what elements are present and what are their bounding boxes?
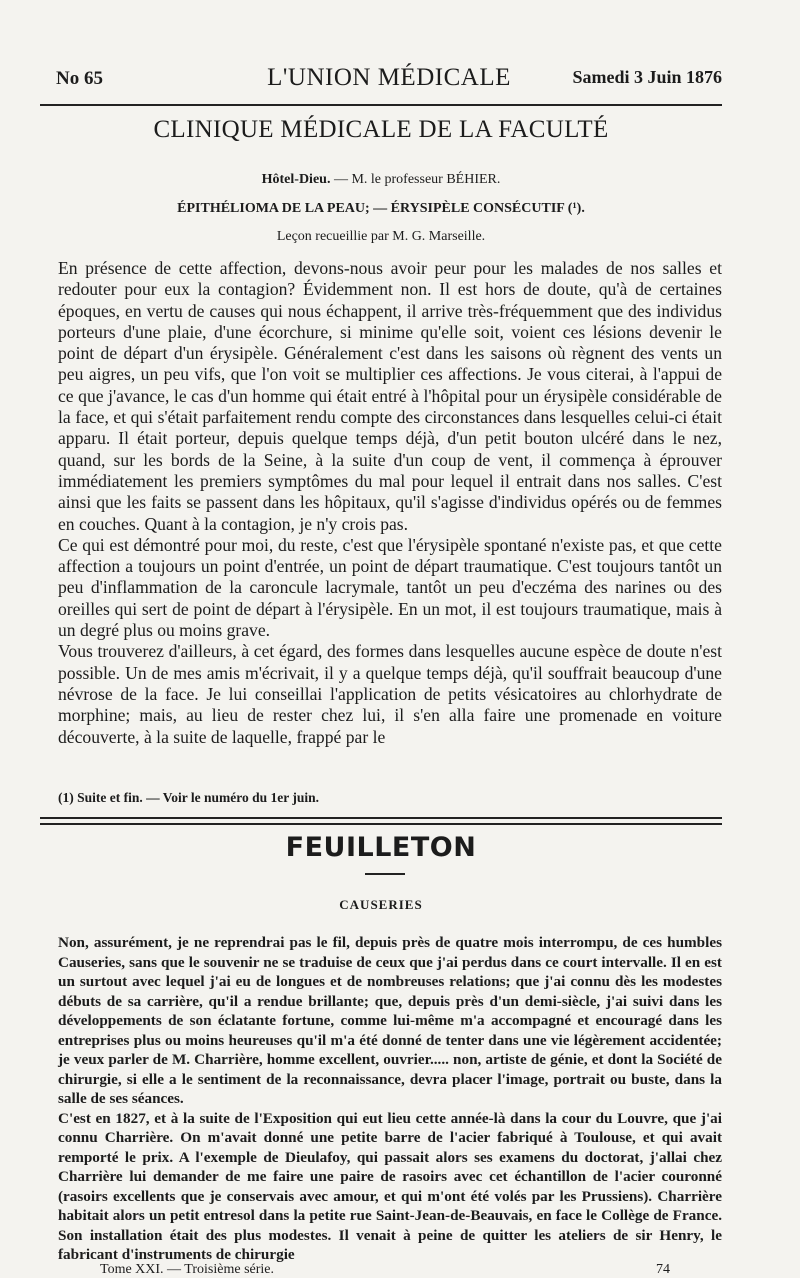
article-body	[58, 258, 722, 748]
journal-title: L'UNION MÉDICALE	[267, 64, 511, 91]
issue-number: No 65	[56, 68, 103, 89]
feuilleton-title: FEUILLETON	[285, 832, 477, 863]
hospital-name: Hôtel-Dieu.	[261, 172, 331, 187]
lesson-subject: ÉPITHÉLIOMA DE LA PEAU; — ÉRYSIPÈLE CONSÉCUTIF (¹).	[177, 201, 585, 216]
feuilleton-body	[58, 933, 722, 1265]
volume-label: Tome XXI. — Troisième série.	[100, 1262, 275, 1277]
article-paragraph: En présence de cette affection, devons-nous avoir peur pour les malades de nos salles et redouter pour eux la contagion? Évidemment non. Il est hors de doute, qu'à de certaines époques, en vertu de causes qui nous échappent, il arrive très-fréquemment que des individus porteurs d'une plaie, d'une écorchure, si minime qu'elle soit, voient ces lésions devenir le point de départ d'un érysipèle. Généralement c'est dans les saisons où règnent des vents un peu aigres, un peu vifs, que l'on voit se multiplier ces affections. Je vous citerai, à l'appui de ce que j'avance, le cas d'un homme qui était entré à l'hôpital pour un érysipèle considérable de la face, et qui s'était parfaitement rendu compte des circonstances dans lesquelles celui-ci était apparu. Il était porteur, depuis quelque temps déjà, d'un petit bouton ulcéré dans le nez, quand, sur les bords de la Seine, à la suite d'un coup de vent, il commença à éprouver immédiatement les premiers symptômes du mal pour lequel il entrait dans nos salles. C'est ainsi que les faits se passent dans les hôpitaux, qu'il s'agisse d'individus opérés ou de femmes en couches. Quant à la contagion, je n'y crois pas.	[58, 258, 722, 534]
professor-name: — M. le professeur BÉHIER.	[333, 172, 501, 187]
feuilleton-subtitle: CAUSERIES	[339, 897, 423, 912]
hospital-line	[40, 172, 722, 188]
section-title: CLINIQUE MÉDICALE DE LA FACULTÉ	[153, 116, 609, 143]
feuilleton-paragraph: Non, assurément, je ne reprendrai pas le fil, depuis près de quatre mois interrompu, de ces humbles Causeries, sans que le souvenir ne se traduise de ceux que j'ai perdus dans ce court intervalle. Il en est un surtout avec lequel j'ai eu de longues et de nombreuses relations; que j'ai connu dès les modestes débuts de sa carrière, qu'il a rendue brillante; que, depuis près d'un demi-siècle, j'ai suivi dans les développements de son éclatante fortune, comme lui-même m'a accompagné et encouragé dans les entreprises plus ou moins heureuses qu'il m'a été donné de tenter dans une vie légèrement accidentée; je veux parler de M. Charrière, homme excellent, ouvrier..... non, artiste de génie, et dont la Société de chirurgie, si elle a le sentiment de la reconnaissance, devra placer l'image, portrait ou buste, dans la salle de ses séances.	[58, 934, 722, 1107]
footnote: (1) Suite et fin. — Voir le numéro du 1er juin.	[58, 790, 320, 805]
issue-date: Samedi 3 Juin 1876	[572, 67, 722, 87]
page-header	[56, 64, 722, 98]
lesson-credit: Leçon recueillie par M. G. Marseille.	[276, 229, 486, 244]
article-paragraph: Vous trouverez d'ailleurs, à cet égard, des formes dans lesquelles aucune espèce de doute n'est possible. Un de mes amis m'écrivait, il y a quelque temps déjà, qu'il souffrait beaucoup d'une névrose de la face. Je lui conseillai l'application de petits vésicatoires au chlorhydrate de morphine; mais, au lieu de rester chez lui, il s'en alla faire une promenade en voiture découverte, à la suite de laquelle, frappé par le	[58, 641, 722, 747]
header-rule	[40, 104, 722, 106]
article-paragraph: Ce qui est démontré pour moi, du reste, c'est que l'érysipèle spontané n'existe pas, et que cette affection a toujours un point d'entrée, un point de départ traumatique. C'est toujours tantôt un peu d'inflammation de la caroncule lacrymale, tantôt un peu d'eczéma des narines ou des oreilles qui sert de point de départ à l'érysipèle. En un mot, il est toujours traumatique, mais à un degré plus ou moins grave.	[58, 534, 722, 641]
section-divider	[40, 817, 722, 825]
page-number: 74	[656, 1262, 670, 1277]
feuilleton-paragraph: C'est en 1827, et à la suite de l'Exposition qui eut lieu cette année-là dans la cour du Louvre, que j'ai connu Charrière. On m'avait donné une petite barre de l'acier fabriqué à Toulouse, et qui avait remporté le prix. A l'exemple de Dieulafoy, qui passait alors ses examens du doctorat, j'allai chez Charrière lui demander de me faire une paire de rasoirs avec cet échantillon de l'acier couronné (rasoirs excellents que je conservais avec amour, et qui m'ont été volés par les Prussiens). Charrière habitait alors un petit entresol dans la petite rue Saint-Jean-de-Beauvais, en face le Collège de France. Son installation était des plus modestes. Il venait à peine de quitter les ateliers de sir Henry, le fabricant d'instruments de chirurgie	[58, 1109, 722, 1263]
feuilleton-rule	[365, 873, 405, 875]
